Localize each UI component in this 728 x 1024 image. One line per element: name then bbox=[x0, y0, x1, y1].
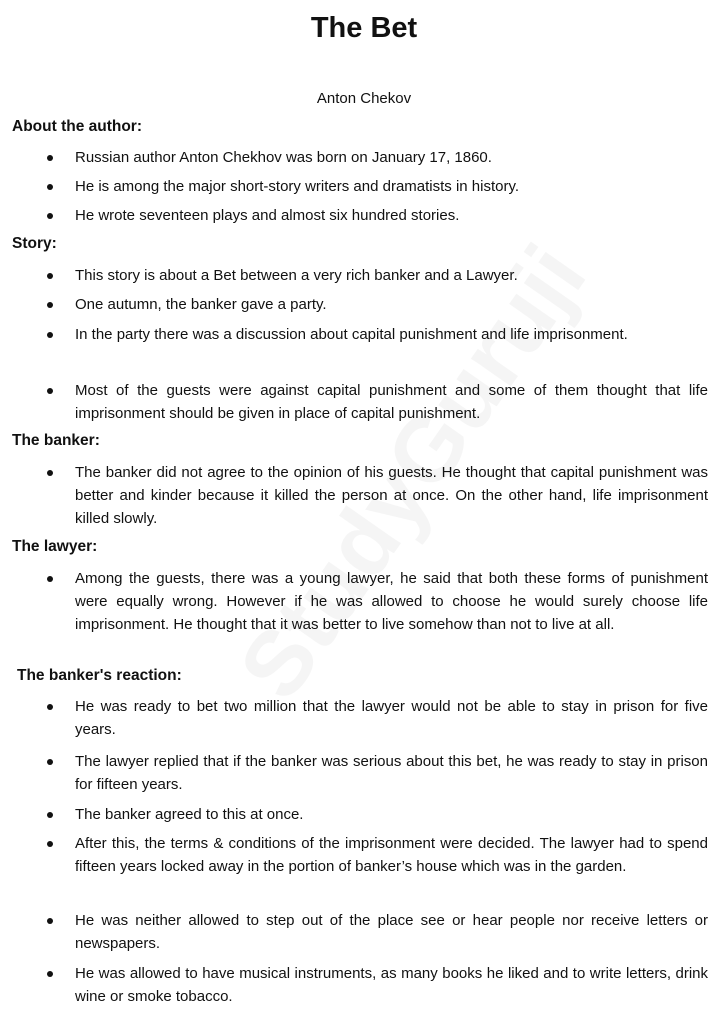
page-title: The Bet bbox=[310, 12, 418, 44]
section-heading: The lawyer: bbox=[12, 538, 98, 555]
section-heading: Story: bbox=[12, 235, 57, 252]
list-item: Among the guests, there was a young lawyer, he said that both these forms of punishment were equally wrong. However if he was allowed to choose he would surely choose life imprisonment. He thought that it was better to live somehow than not to live at all. bbox=[75, 567, 708, 636]
section-heading: The banker's reaction: bbox=[17, 667, 182, 684]
list-item: He was ready to bet two million that the lawyer would not be able to stay in prison for five years. bbox=[75, 695, 708, 741]
list-item: The banker agreed to this at once. bbox=[75, 803, 708, 826]
section-heading: The banker: bbox=[12, 432, 100, 449]
list-item: He was allowed to have musical instruments, as many books he liked and to write letters, drink wine or smoke tobacco. bbox=[75, 962, 708, 1008]
list-item: In the party there was a discussion about capital punishment and life imprisonment. bbox=[75, 323, 708, 346]
list-item: The lawyer replied that if the banker was serious about this bet, he was ready to stay in prison for fifteen years. bbox=[75, 750, 708, 796]
list-item: He wrote seventeen plays and almost six hundred stories. bbox=[75, 204, 708, 227]
list-item: He is among the major short-story writers and dramatists in history. bbox=[75, 175, 708, 198]
author-name: Anton Chekov bbox=[316, 90, 412, 107]
list-item: One autumn, the banker gave a party. bbox=[75, 293, 708, 316]
list-item: Russian author Anton Chekhov was born on January 17, 1860. bbox=[75, 146, 708, 169]
list-item: He was neither allowed to step out of the place see or hear people nor receive letters or newspapers. bbox=[75, 909, 708, 955]
list-item: This story is about a Bet between a very rich banker and a Lawyer. bbox=[75, 264, 708, 287]
list-item: After this, the terms & conditions of the imprisonment were decided. The lawyer had to spend fifteen years locked away in the portion of banker’s house which was in the garden. bbox=[75, 832, 708, 878]
section-heading: About the author: bbox=[12, 118, 143, 135]
list-item: Most of the guests were against capital punishment and some of them thought that life imprisonment should be given in place of capital punishment. bbox=[75, 379, 708, 425]
list-item: The banker did not agree to the opinion of his guests. He thought that capital punishment was better and kinder because it killed the person at once. On the other hand, life imprisonment killed slowly. bbox=[75, 461, 708, 530]
